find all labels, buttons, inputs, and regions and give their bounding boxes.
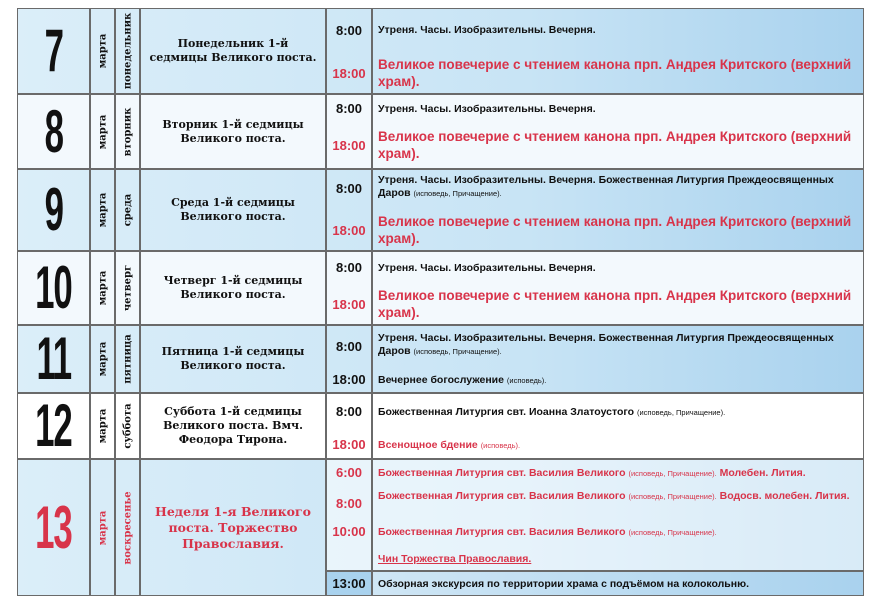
service-note: (исповедь, Причащение). <box>628 528 717 537</box>
service-text: Вечернее богослужение <box>378 374 504 386</box>
schedule-row-day-12 <box>17 393 864 459</box>
service-text: Утреня. Часы. Изобразительны. Вечерня. Божественная Литургия Преждеосвященных Даров <box>378 174 834 199</box>
service-note: (исповедь). <box>480 441 521 450</box>
service-text: Божественная Литургия свт. Иоанна Златоустого <box>378 406 635 418</box>
evening-service: Великое повечерие с чтением канона прп. Андрея Критского (верхний храм). <box>378 214 852 246</box>
day-title: Понедельник 1-й седмицы Великого поста. <box>149 37 317 64</box>
schedule-table <box>17 8 864 596</box>
evening-service <box>378 374 855 387</box>
date-number: 10 <box>35 254 72 321</box>
month-label: марта <box>97 192 108 228</box>
month-label: марта <box>97 408 108 444</box>
morning-time: 8:00 <box>335 101 363 116</box>
service-note: (исповедь, Причащение). <box>413 347 502 356</box>
morning-service: Утреня. Часы. Изобразительны. Вечерня. <box>378 262 596 274</box>
service-time-3: 10:00 <box>332 524 366 539</box>
schedule-row-day-10 <box>17 251 864 325</box>
morning-service <box>378 332 855 358</box>
evening-service: Великое повечерие с чтением канона прп. Андрея Критского (верхний храм). <box>378 129 852 161</box>
month-label: марта <box>97 341 108 377</box>
weekday-label: суббота <box>122 403 133 449</box>
day-title: Неделя 1-я Великого поста. Торжество Православия. <box>155 503 311 551</box>
service-after: Молебен. Лития. <box>719 467 806 479</box>
day-title: Вторник 1-й седмицы Великого поста. <box>162 117 304 145</box>
evening-time: 18:00 <box>332 372 366 387</box>
date-number: 12 <box>35 393 72 459</box>
evening-time: 18:00 <box>332 297 366 312</box>
day-title: Четверг 1-й седмицы Великого поста. <box>163 274 303 301</box>
service-3 <box>378 526 855 539</box>
schedule-row-day-9 <box>17 169 864 251</box>
morning-service: Утреня. Часы. Изобразительны. Вечерня. <box>378 24 596 36</box>
day-title: Суббота 1-й седмицы Великого поста. Вмч. Феодора Тирона. <box>163 405 303 446</box>
morning-service: Утреня. Часы. Изобразительны. Вечерня. <box>378 103 596 115</box>
morning-time: 8:00 <box>335 404 363 419</box>
schedule-row-day-13 <box>17 459 864 596</box>
date-number: 11 <box>36 325 71 392</box>
morning-time: 8:00 <box>335 339 363 354</box>
service-text: Божественная Литургия свт. Василия Великого <box>378 467 626 479</box>
morning-time: 8:00 <box>335 23 363 38</box>
evening-service: Великое повечерие с чтением канона прп. Андрея Критского (верхний храм). <box>378 57 852 89</box>
service-after: Водосв. молебен. Лития. <box>719 490 850 502</box>
morning-time: 8:00 <box>335 181 363 196</box>
service-note: (исповедь, Причащение). <box>413 189 502 198</box>
month-label: марта <box>97 33 108 69</box>
service-time-2: 8:00 <box>335 496 363 511</box>
service-1 <box>378 467 855 480</box>
service-text: Божественная Литургия свт. Василия Великого <box>378 526 626 538</box>
month-label: марта <box>97 114 108 149</box>
service-2 <box>378 490 855 503</box>
evening-service: Великое повечерие с чтением канона прп. Андрея Критского (верхний храм). <box>378 288 852 320</box>
date-number: 8 <box>44 97 63 165</box>
service-text: Чин Торжества Православия. <box>378 553 532 565</box>
schedule-row-day-8 <box>17 94 864 169</box>
evening-service <box>378 439 855 452</box>
date-number: 7 <box>44 17 63 84</box>
tour-time: 13:00 <box>332 576 366 591</box>
month-label: марта <box>97 510 108 545</box>
weekday-label: понедельник <box>122 12 133 90</box>
weekday-label: воскресенье <box>122 490 133 565</box>
morning-time: 8:00 <box>335 260 363 275</box>
morning-service <box>378 406 855 419</box>
service-text: Божественная Литургия свт. Василия Великого <box>378 490 626 502</box>
service-note: (исповедь). <box>506 376 547 385</box>
schedule-row-day-11 <box>17 325 864 393</box>
tour-text: Обзорная экскурсия по территории храма с подъёмом на колокольню. <box>378 578 749 590</box>
day-title: Среда 1-й седмицы Великого поста. <box>171 196 295 223</box>
day-title: Пятница 1-й седмицы Великого поста. <box>161 345 305 372</box>
evening-time: 18:00 <box>332 138 366 153</box>
date-number: 9 <box>44 176 63 243</box>
morning-service <box>378 174 855 200</box>
service-note: (исповедь, Причащение). <box>628 492 717 501</box>
month-label: марта <box>97 270 108 306</box>
service-note: (исповедь, Причащение). <box>636 408 726 417</box>
evening-time: 18:00 <box>332 223 366 238</box>
service-note: (исповедь, Причащение). <box>628 469 717 478</box>
weekday-label: вторник <box>122 107 133 156</box>
date-number: 13 <box>35 493 72 561</box>
weekday-label: пятница <box>122 334 133 384</box>
evening-time: 18:00 <box>332 66 366 81</box>
service-text: Утреня. Часы. Изобразительны. Вечерня. Божественная Литургия Преждеосвященных Даров <box>378 332 834 357</box>
service-time-1: 6:00 <box>335 465 363 480</box>
service-4 <box>378 553 855 566</box>
evening-time: 18:00 <box>332 437 366 452</box>
weekday-label: среда <box>122 193 133 227</box>
weekday-label: четверг <box>122 264 133 312</box>
service-text: Всенощное бдение <box>378 439 478 451</box>
schedule-row-day-7 <box>17 8 864 94</box>
